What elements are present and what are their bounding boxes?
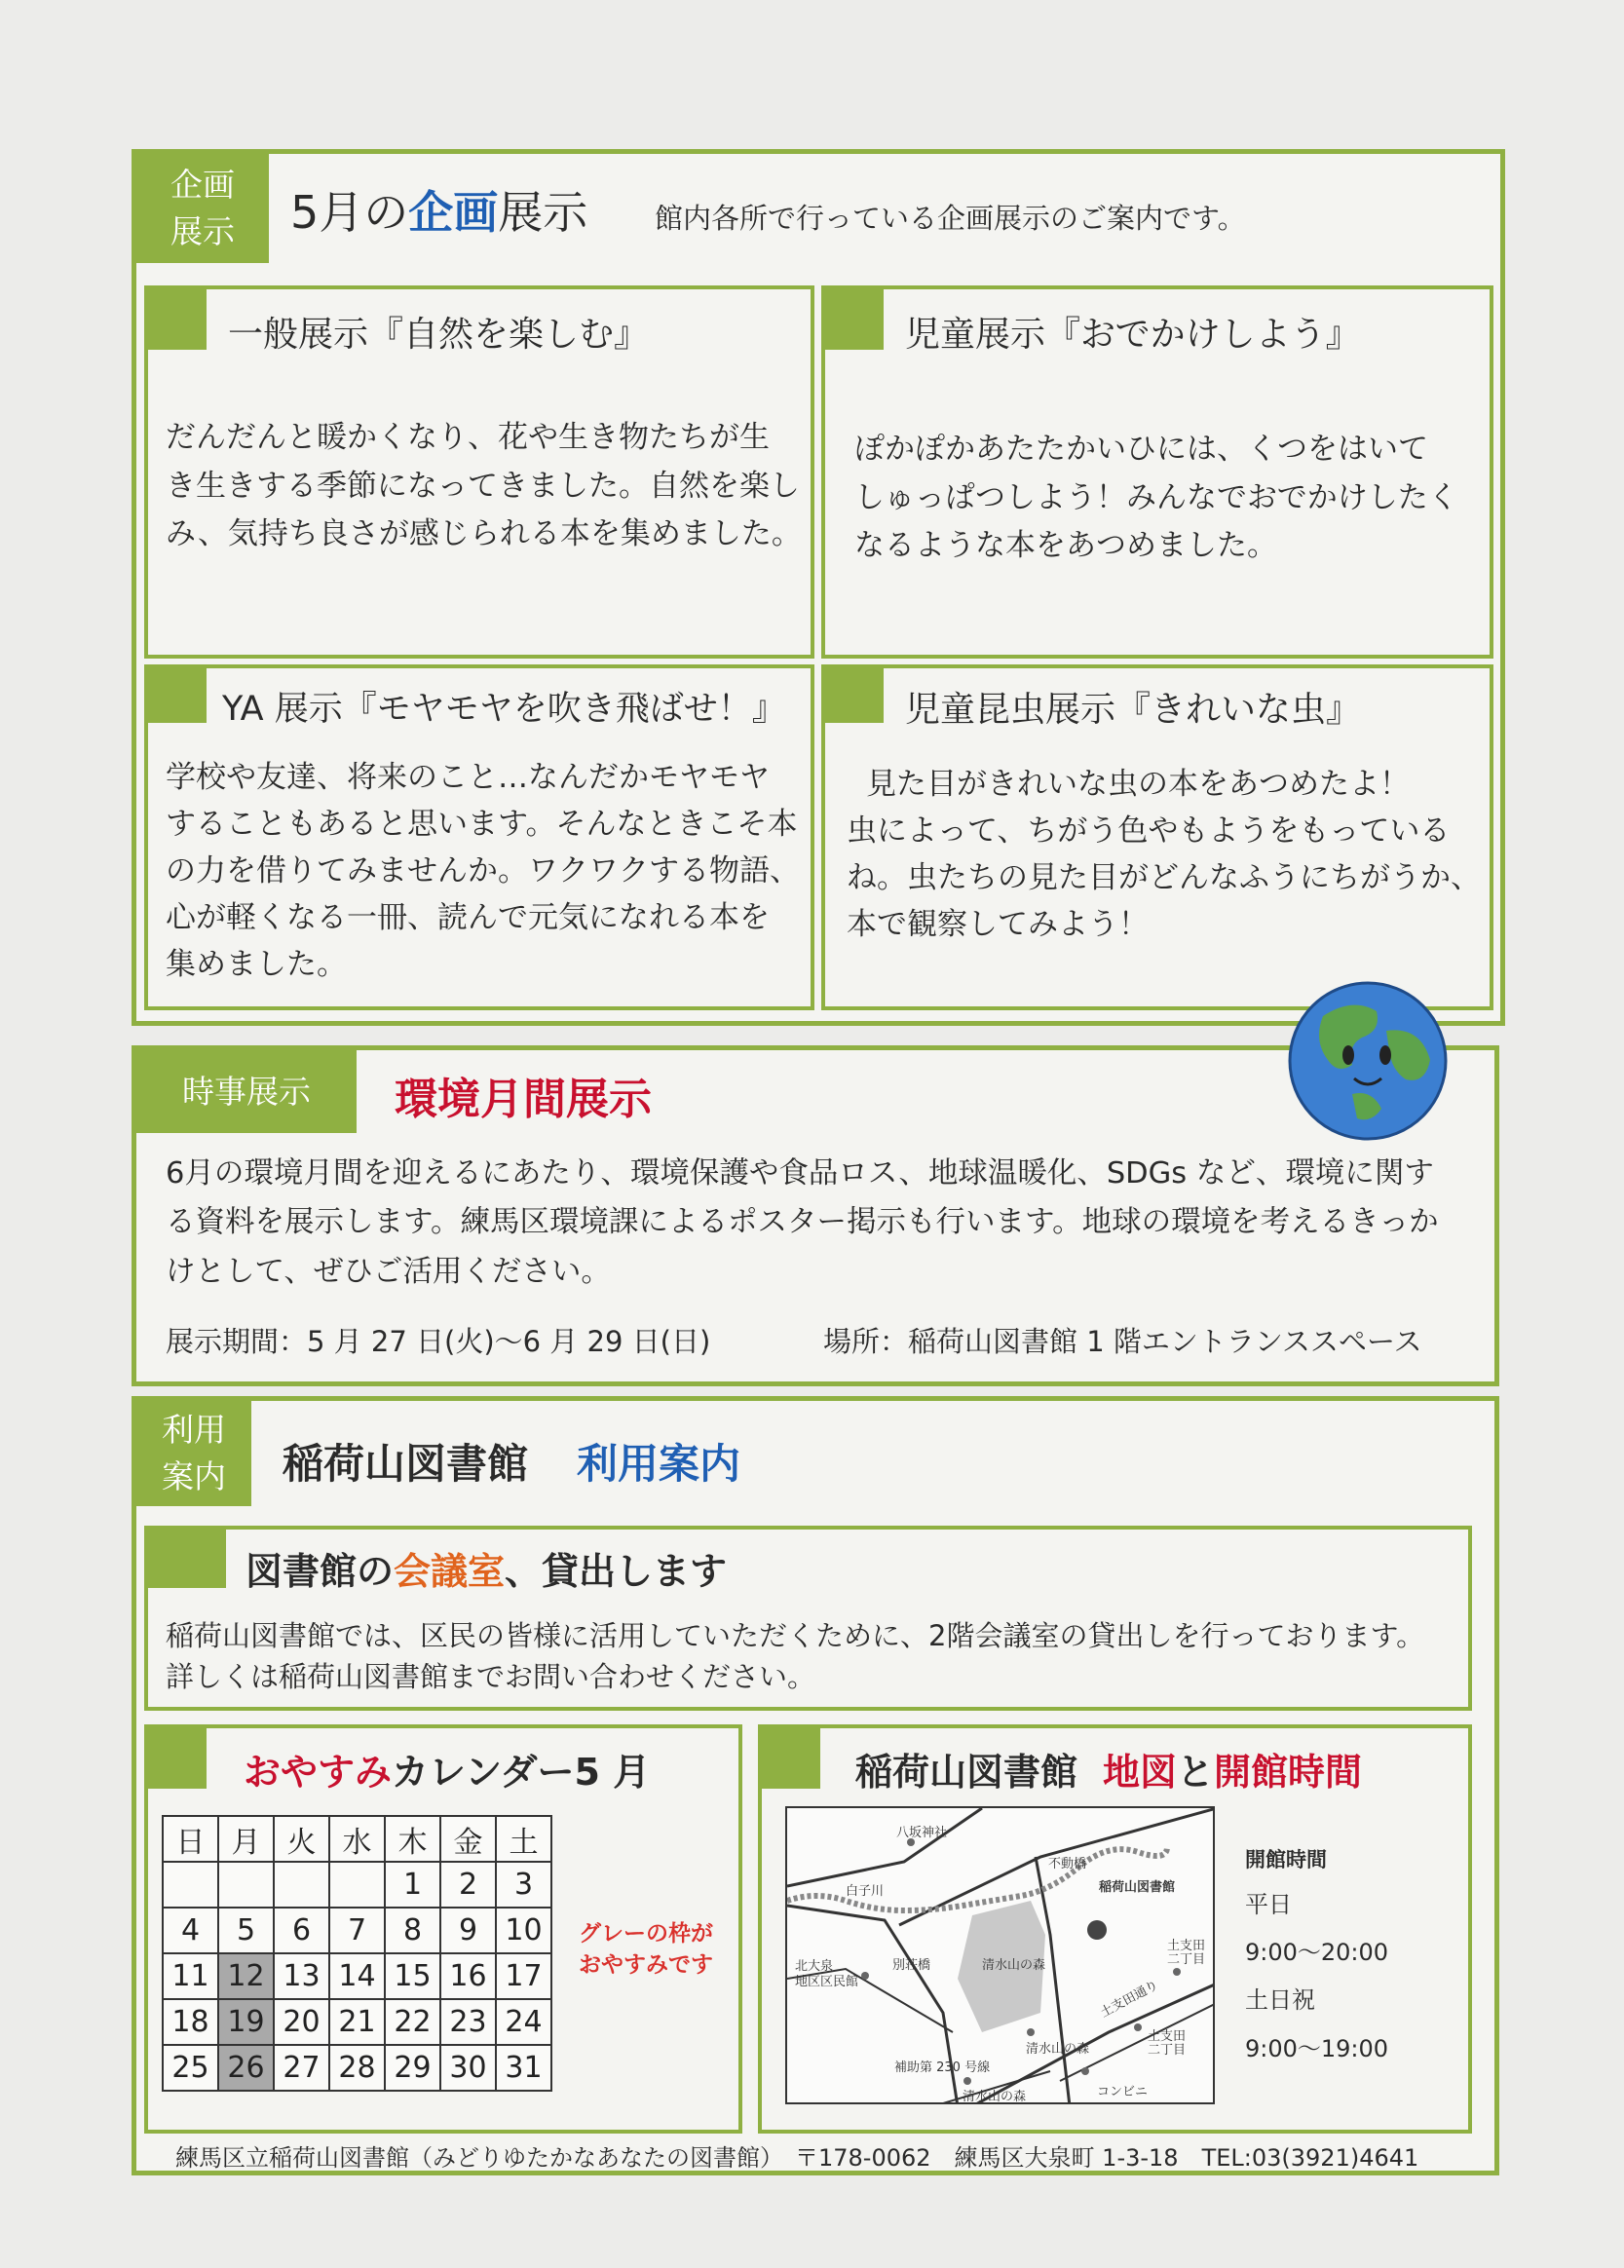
map-drawing [785, 1806, 1215, 2104]
calendar-day: 2 [440, 1862, 496, 1908]
calendar-header-row [163, 1816, 551, 1862]
box-corner-mark [825, 668, 884, 723]
calendar-day: 11 [163, 1953, 218, 1999]
calendar-day: 27 [274, 2045, 329, 2091]
exhibit-box-ya [144, 664, 814, 1010]
exhibit-text: ぽかぽかあたたかいひには、くつをはいて しゅっぱつしよう！みんなでおでかけしたく なるような本をあつめました。 [854, 432, 1458, 564]
calendar-day: 19 [218, 1999, 274, 2045]
exhibit-text: 学校や友達、将来のこと…なんだかモヤモヤ することもあると思います。そんなときこそ本 の力を借りてみませんか。ワクワクする物語、 心が軽くなる一冊、読んで元気になれる本を 集めました。 [166, 760, 800, 983]
calendar-day [163, 1862, 218, 1908]
jiji-place: 場所：稲荷山図書館 1 階エントランススペース [823, 1325, 1422, 1358]
calendar-week-row [163, 2045, 551, 2091]
exhibit-title: YA 展示『モヤモヤを吹き飛ばせ！』 [222, 690, 786, 729]
hours-weekend: 9:00～19:00 [1245, 2034, 1389, 2062]
calendar-day [218, 1862, 274, 1908]
box-corner-mark [148, 668, 207, 723]
kikaku-subtitle: 館内各所で行っている企画展示のご案内です。 [655, 202, 1246, 235]
exhibit-box-insects [821, 664, 1493, 1010]
kikaku-tag-line2: 展示 [170, 212, 235, 250]
calendar-day: 6 [274, 1908, 329, 1953]
calendar-day: 7 [329, 1908, 385, 1953]
jiji-tag: 時事展示 [136, 1050, 357, 1133]
calendar-day: 22 [385, 1999, 440, 2045]
calendar-day: 20 [274, 1999, 329, 2045]
exhibit-box-general [144, 285, 814, 659]
map-label-tsuchishida-dori: 土支田通り [1098, 1978, 1161, 2022]
calendar-day: 15 [385, 1953, 440, 1999]
calendar-note: グレーの枠が おやすみです [579, 1921, 713, 1979]
jiji-text: 6月の環境月間を迎えるにあたり、環境保護や食品ロス、地球温暖化、SDGs など、環境に関す る資料を展示します。練馬区環境課によるポスター掲示も行います。地球の環境を考えるきっか けとして、ぜひご活用ください。 [166, 1156, 1439, 1289]
box-corner-mark [148, 1728, 207, 1789]
calendar-day: 30 [440, 2045, 496, 2091]
calendar-day: 9 [440, 1908, 496, 1953]
calendar-day: 25 [163, 2045, 218, 2091]
exhibit-title: 児童昆虫展示『きれいな虫』 [905, 690, 1362, 730]
map-label-forest2: 清水山の森 [1026, 2042, 1090, 2057]
kikaku-tag [136, 154, 269, 263]
calendar-day: 1 [385, 1862, 440, 1908]
jiji-title: 環境月間展示 [395, 1075, 652, 1124]
calendar-week-row [163, 1953, 551, 1999]
calendar-day: 10 [496, 1908, 551, 1953]
weekday-header: 木 [385, 1816, 440, 1862]
calendar-day: 23 [440, 1999, 496, 2045]
calendar-day: 28 [329, 2045, 385, 2091]
box-corner-mark [762, 1728, 820, 1789]
calendar-table [162, 1815, 552, 2092]
map-label-shirako: 白子川 [846, 1884, 885, 1899]
calendar-title: おやすみカレンダー5 月 [244, 1751, 651, 1794]
calendar-day: 29 [385, 2045, 440, 2091]
riyou-tag: 利用 案内 [136, 1401, 251, 1506]
exhibit-text: 見た目がきれいな虫の本をあつめたよ！ 虫によって、ちがう色やもようをもっている ね。虫たちの見た目がどんなふうにちがうか、 本で観察してみよう！ [847, 767, 1481, 943]
weekday-header: 月 [218, 1816, 274, 1862]
calendar-week-row [163, 1862, 551, 1908]
earth-illustration [1284, 977, 1452, 1145]
riyou-title: 稲荷山図書館 利用案内 [283, 1440, 741, 1488]
exhibit-title: 児童展示『おでかけしよう』 [905, 315, 1361, 355]
map-label-kitaoizumi: 北大泉 地区区民館 [795, 1959, 859, 1989]
calendar-week-row [163, 1908, 551, 1953]
map-label-betsuso: 別荘橋 [892, 1958, 931, 1973]
map-box [758, 1724, 1472, 2134]
calendar-day [329, 1862, 385, 1908]
weekday-header: 火 [274, 1816, 329, 1862]
opening-hours [1245, 1839, 1388, 2073]
box-corner-mark [825, 289, 884, 350]
meeting-room-text: 稲荷山図書館では、区民の皆様に活用していただくために、2階会議室の貸出しを行っております。 詳しくは稲荷山図書館までお問い合わせください。 [166, 1619, 1425, 1694]
kikaku-title: 5月の企画展示 [290, 186, 588, 239]
calendar-day: 16 [440, 1953, 496, 1999]
calendar-day: 21 [329, 1999, 385, 2045]
map-label-library: 稲荷山図書館 [1099, 1880, 1176, 1895]
exhibit-title: 一般展示『自然を楽しむ』 [228, 315, 650, 355]
calendar-day: 4 [163, 1908, 218, 1953]
map-title: 稲荷山図書館 地図と開館時間 [855, 1751, 1363, 1794]
calendar-day: 26 [218, 2045, 274, 2091]
calendar-day: 13 [274, 1953, 329, 1999]
map-label-hojo: 補助第 230 号線 [894, 2060, 991, 2075]
jiji-period: 展示期間：5 月 27 日(火)～6 月 29 日(日) [166, 1325, 711, 1358]
calendar-day: 18 [163, 1999, 218, 2045]
calendar-day: 24 [496, 1999, 551, 2045]
hours-weekend-label: 土日祝 [1245, 1986, 1315, 2015]
hours-weekday: 9:00～20:00 [1245, 1939, 1389, 1967]
map-label-tsuchishida-b: 土支田 二丁目 [1148, 2029, 1187, 2059]
footer-address: 練馬区立稲荷山図書館（みどりゆたかなあなたの図書館） 〒178-0062 練馬区大泉町 1-3-18 TEL:03(3921)4641 [175, 2144, 1419, 2172]
weekday-header: 日 [163, 1816, 218, 1862]
calendar-day: 8 [385, 1908, 440, 1953]
weekday-header: 水 [329, 1816, 385, 1862]
exhibit-text: だんだんと暖かくなり、花や生き物たちが生 き生きする季節になってきました。自然を楽し み、気持ち良さが感じられる本を集めました。 [166, 420, 802, 552]
calendar-week-row [163, 1999, 551, 2045]
box-corner-mark [148, 289, 207, 350]
calendar-day: 31 [496, 2045, 551, 2091]
map-label-forest: 清水山の森 [982, 1958, 1046, 1973]
hours-weekday-label: 平日 [1245, 1891, 1292, 1919]
kikaku-tag-line1: 企画 [170, 166, 235, 205]
map-label-tsuchishida: 土支田 二丁目 [1167, 1939, 1206, 1968]
weekday-header: 土 [496, 1816, 551, 1862]
meeting-room-title: 図書館の会議室、貸出します [245, 1550, 728, 1593]
exhibit-box-children [821, 285, 1493, 659]
calendar-box [144, 1724, 742, 2134]
calendar-day: 17 [496, 1953, 551, 1999]
map-label-hachisaka: 八坂神社 [896, 1826, 948, 1840]
meeting-room-box [144, 1526, 1472, 1711]
calendar-day: 12 [218, 1953, 274, 1999]
calendar-day: 5 [218, 1908, 274, 1953]
weekday-header: 金 [440, 1816, 496, 1862]
hours-heading: 開館時間 [1245, 1848, 1327, 1871]
box-corner-mark [148, 1530, 226, 1588]
map-label-konbini: コンビニ [1097, 2085, 1149, 2099]
calendar-day: 14 [329, 1953, 385, 1999]
map-label-forest3: 清水山の森 [963, 2090, 1027, 2104]
calendar-day: 3 [496, 1862, 551, 1908]
calendar-day [274, 1862, 329, 1908]
map-label-fudou: 不動橋 [1048, 1857, 1087, 1871]
